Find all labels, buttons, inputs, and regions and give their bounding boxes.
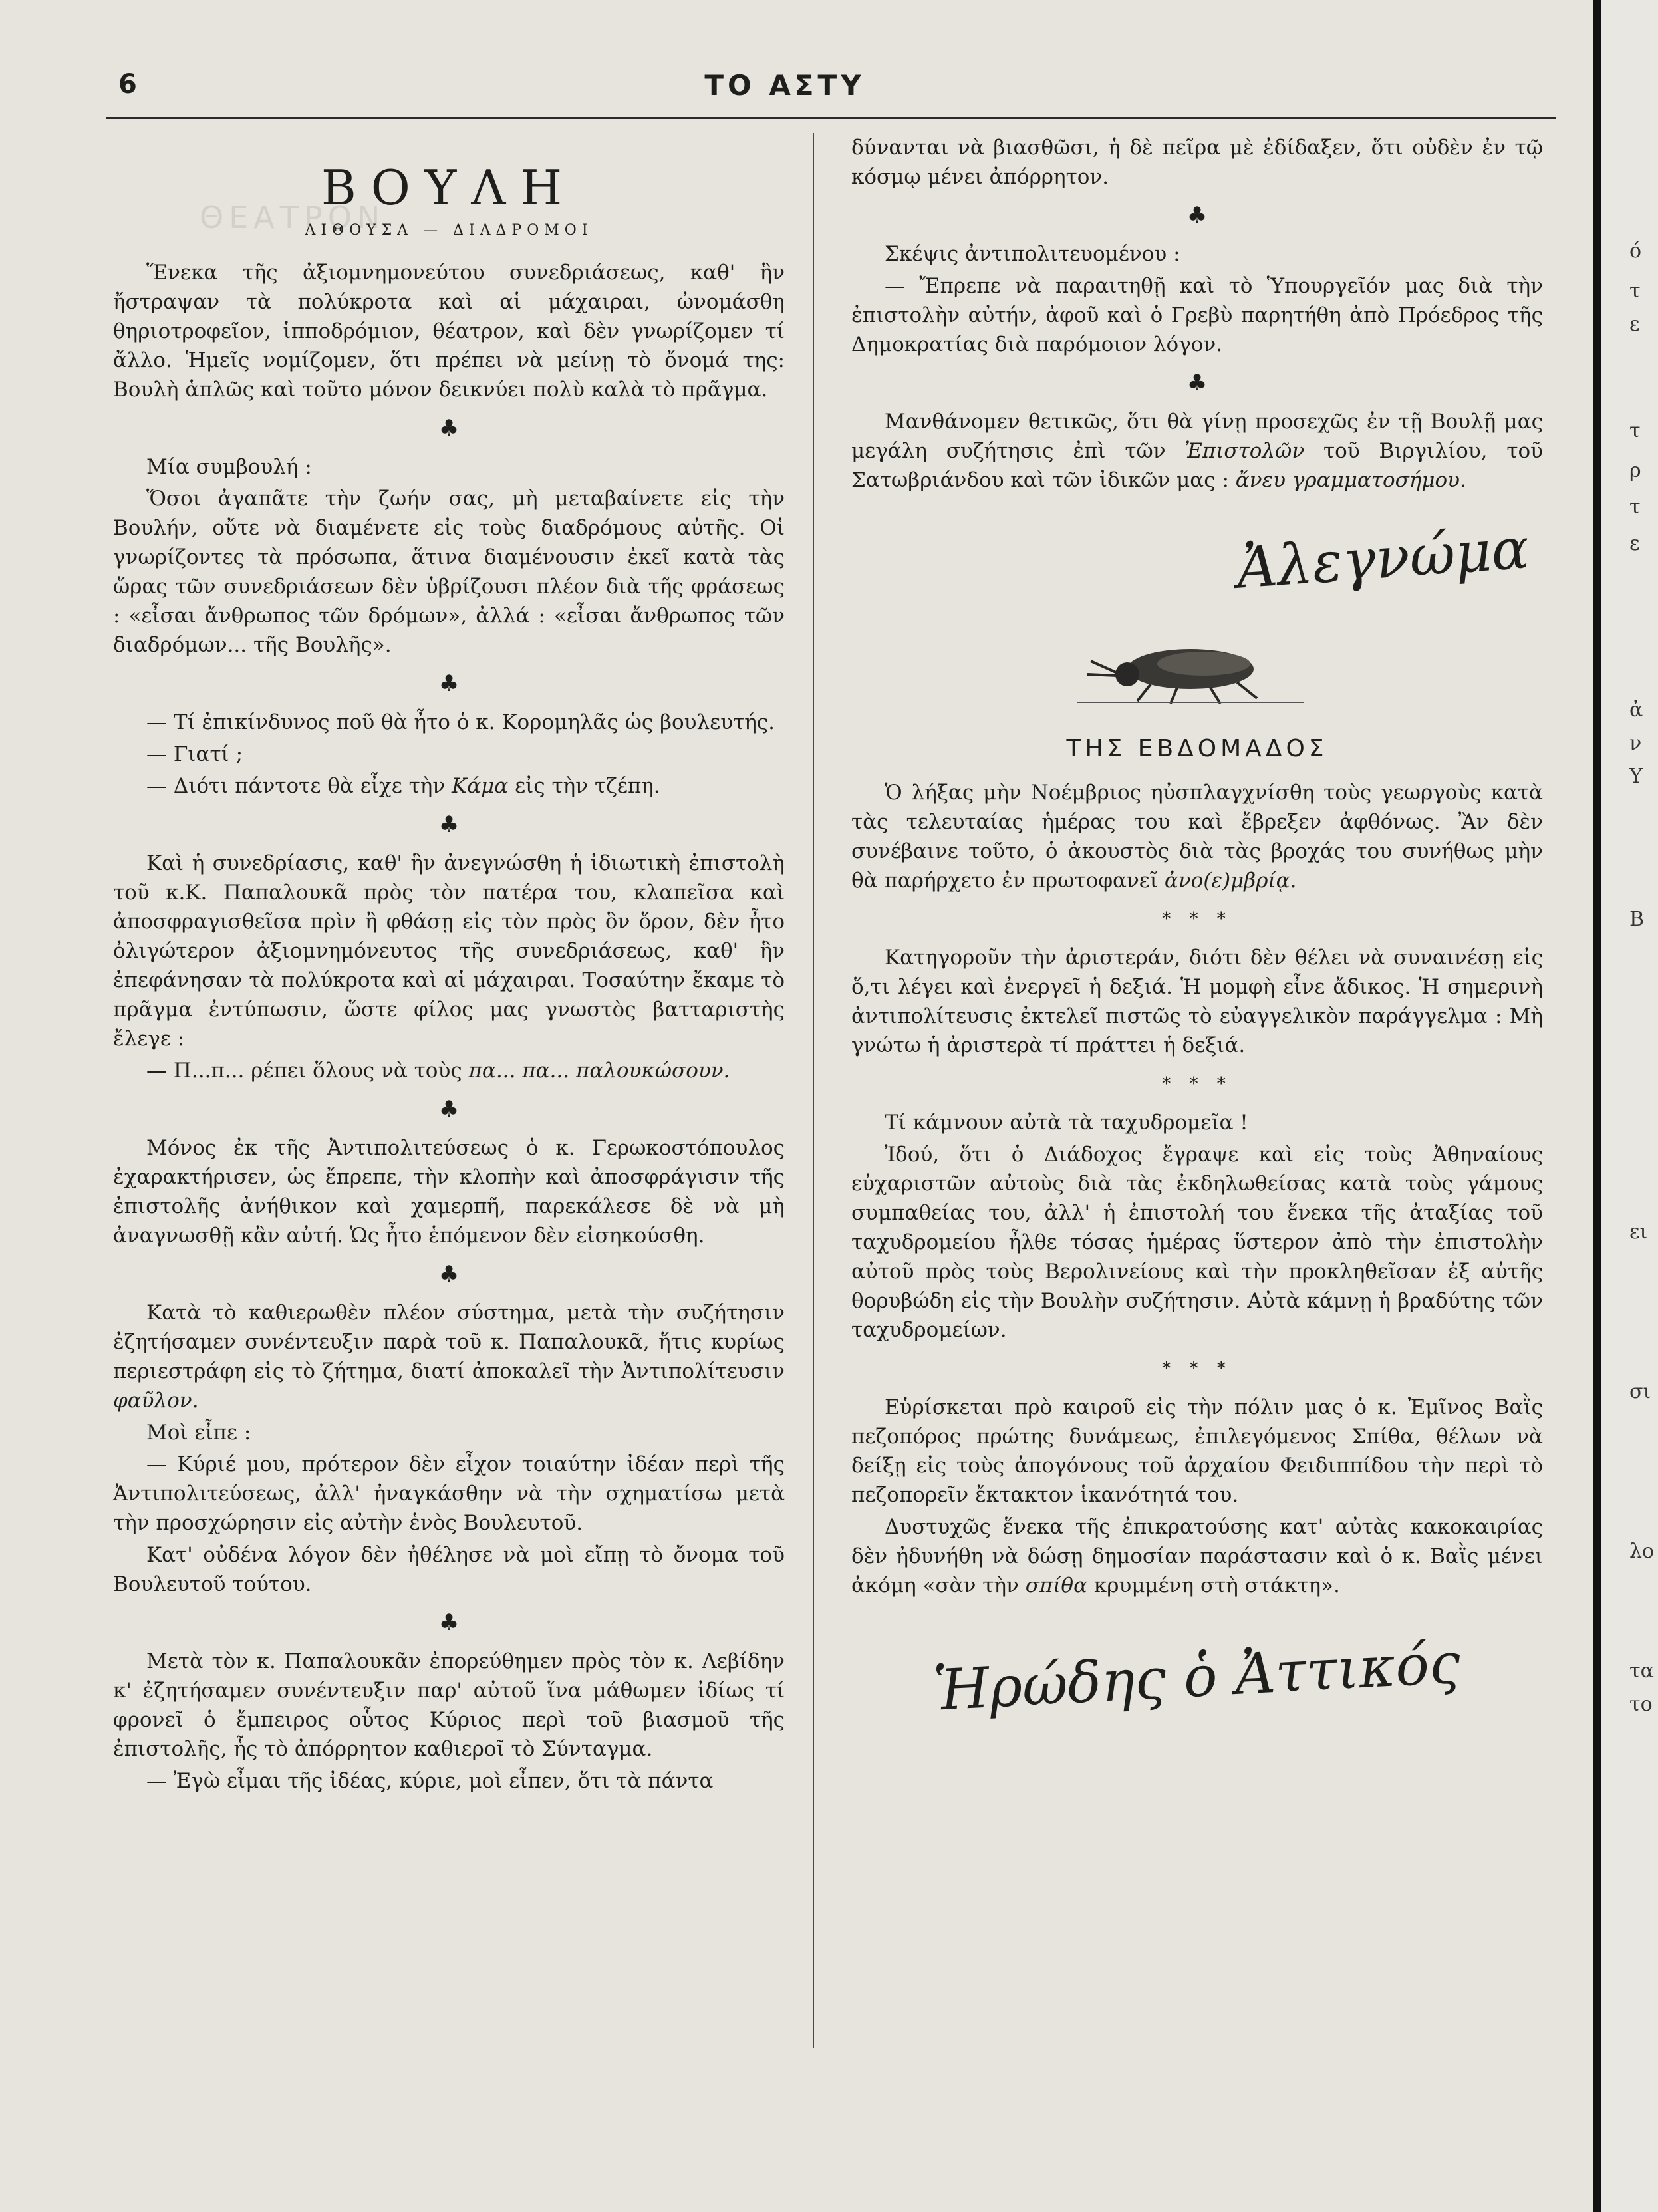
column-divider [813,133,814,2048]
adjacent-page-fragment: λο [1629,1540,1655,1563]
article-paragraph: Μετὰ τὸν κ. Παπαλουκᾶν ἐπορεύθημεν πρὸς τὸν κ. Λεβίδην κ' ἐζητήσαμεν συνέντευξιν παρ' αὐτοῦ ἵνα μάθωμεν ἰδίως τί φρονεῖ ὁ ἔμπειρος οὗτος Κύριος περὶ τοῦ βιασμοῦ τῆς ἐπιστολῆς, ἧς τὸ ἀπόρρητον καθιεροῖ τὸ Σύνταγμα. [113,1649,785,1761]
club-ornament-icon: ♣ [438,1261,460,1288]
article-paragraph: Ἕνεκα τῆς ἀξιομνημονεύτου συνεδριάσεως, καθ' ἣν ἤστραψαν τὰ πολύκροτα καὶ αἱ μάχαιραι, ὠνομάσθη θηριοτροφεῖον, ἱπποδρόμιον, θέατρον, καὶ δὲν γνωρίζομεν τί ἄλλο. Ἡμεῖς νομίζομεν, ὅτι πρέπει νὰ μείνῃ τὸ ὄνομά της: Βουλὴ ἁπλῶς καὶ τοῦτο μόνον δεικνύει πολὺ καλὰ τὸ πρᾶγμα. [113,261,785,402]
article-paragraph: Μόνος ἐκ τῆς Ἀντιπολιτεύσεως ὁ κ. Γερωκοστόπουλος ἐχαρακτήρισεν, ὡς ἔπρεπε, τὴν κλοπὴν καὶ ἀποσφράγισιν τῆς ἐπιστολῆς ἀνήθικον καὶ χαμερπῆ, παρεκάλεσε δὲ νὰ μὴ ἀναγνωσθῇ κἂν αὐτή. Ὡς ἦτο ἑπόμενον δὲν εἰσηκούσθη. [113,1136,785,1248]
article-paragraph: Μανθάνομεν θετικῶς, ὅτι θὰ γίνῃ προσεχῶς ἐν τῇ Βουλῇ μας μεγάλη συζήτησις ἐπὶ τῶν Ἐπιστολῶν τοῦ Βιργιλίου, τοῦ Σατωβριάνδου καὶ τῶν ἰδικῶν μας : ἄνευ γραμματοσήμου. [851,410,1543,492]
section-separator: * * * [1162,1074,1232,1094]
article-paragraph: Ἰδού, ὅτι ὁ Διάδοχος ἔγραψε καὶ εἰς τοὺς Ἀθηναίους εὐχαριστῶν αὐτοὺς διὰ τὰς ἐκδηλωθείσας κατὰ τοὺς γάμους συμπαθείας του, ἀλλ' ἡ ἐπιστολή του ἕνεκα τῆς ἀταξίας τοῦ ταχυδρομείου ἦλθε τόσας ἡμέρας ὕστερον ἀπὸ τὴν ἐπιστολὴν αὐτοῦ πρὸς τοὺς Βερολινείους καὶ τὴν προκληθεῖσαν ἐξ αὐτῆς θορυβώδη εἰς τὴν Βουλὴν συζήτησιν. Αὐτὰ κάμνῃ ἡ βραδύτης τῶν ταχυδρομείων. [851,1143,1543,1342]
adjacent-page-fragment: τ [1629,419,1641,442]
article-paragraph: Κατηγοροῦν τὴν ἀριστεράν, διότι δὲν θέλει νὰ συναινέσῃ εἰς ὅ,τι λέγει καὶ ἐνεργεῖ ἡ δεξιά. Ἡ μομφὴ εἶνε ἄδικος. Ἡ σημερινὴ ἀντιπολίτευσις ἐκτελεῖ πιστῶς τὸ εὐαγγελικὸν παράγγελμα : Μὴ γνώτω ἡ ἀριστερὰ τί πράττει ἡ δεξιά. [851,946,1543,1057]
signature-alegnoma: Ἀλεγνώμα [1234,515,1532,601]
background-ghost-text: ΘΕΑΤΡΟΝ [200,200,386,235]
dialog-line: — Γιατί ; [146,742,243,766]
section-separator: * * * [1162,1359,1232,1379]
adjacent-page-fragment: ει [1629,1220,1648,1244]
section-title-vouli: ΒΟΥΛΗ [321,160,577,215]
adjacent-page-fragment: ρ [1629,459,1641,482]
adjacent-page-fragment: σι [1629,1380,1651,1403]
club-ornament-icon: ♣ [438,811,460,838]
adjacent-page-fragment: το [1629,1693,1653,1716]
adjacent-page-edge [1593,0,1658,2212]
article-paragraph: Τί κάμνουν αὐτὰ τὰ ταχυδρομεῖα ! [885,1111,1248,1135]
adjacent-page-fragment: ε [1629,313,1640,336]
beetle-illustration-icon [1077,634,1304,708]
article-paragraph: Μία συμβουλή : [146,455,312,479]
adjacent-page-fragment: τ [1629,495,1641,519]
adjacent-page-fragment: Υ [1629,765,1643,788]
article-paragraph: Σκέψις ἀντιπολιτευομένου : [885,242,1180,266]
article-paragraph: δύνανται νὰ βιασθῶσι, ἡ δὲ πεῖρα μὲ ἐδίδαξεν, ὅτι οὐδὲν ἐν τῷ κόσμῳ μένει ἀπόρρητον. [851,136,1543,189]
dialog-line: — Κύριέ μου, πρότερον δὲν εἶχον τοιαύτην ἰδέαν περὶ τῆς Ἀντιπολιτεύσεως, ἀλλ' ἠναγκάσθην νὰ τὴν σχηματίσω μετὰ τὴν προσχώρησιν εἰς αὐτὴν ἑνὸς Βουλευτοῦ. [113,1452,785,1535]
section-title-evdomados: ΤΗΣ ΕΒΔΟΜΑΔΟΣ [1066,735,1328,762]
adjacent-page-fragment: τα [1629,1659,1654,1683]
newspaper-title: ΤΟ ΑΣΤΥ [704,69,865,102]
adjacent-page-fragment: ἀ [1629,698,1643,722]
adjacent-page-fragment: τ [1629,279,1641,303]
dialog-line: — Π...π... ρέπει ὅλους νὰ τοὺς πα... πα... παλουκώσουν. [146,1059,730,1083]
dialog-line: — Ἐγὼ εἶμαι τῆς ἰδέας, κύριε, μοὶ εἶπεν, ὅτι τὰ πάντα [146,1769,714,1793]
club-ornament-icon: ♣ [1186,202,1208,229]
section-separator: * * * [1162,909,1232,929]
club-ornament-icon: ♣ [438,1096,460,1123]
club-ornament-icon: ♣ [438,415,460,442]
section-subtitle: ΑΙΘΟΥΣΑ — ΔΙΑΔΡΟΜΟΙ [305,222,593,239]
signature-herodes-atticus: Ἡρώδης ὁ Ἀττικός [932,1630,1462,1723]
adjacent-page-fragment: Β [1629,908,1645,931]
article-paragraph: Εὑρίσκεται πρὸ καιροῦ εἰς τὴν πόλιν μας ὁ κ. Ἐμῖνος Βαῒς πεζοπόρος πρώτης δυνάμεως, ἐπιλεγόμενος Σπίθα, θέλων νὰ δείξῃ εἰς τοὺς ἀπογόνους τοῦ ἀρχαίου Φειδιππίδου τὴν περὶ τὸ πεζοπορεῖν ἔκτακτον ἱκανότητά του. [851,1395,1543,1507]
right-column [851,133,1543,1723]
left-column [113,153,785,1798]
adjacent-page-fragment: ν [1629,732,1642,755]
article-paragraph: Κατ' οὐδένα λόγον δὲν ἠθέλησε νὰ μοὶ εἴπῃ τὸ ὄνομα τοῦ Βουλευτοῦ τούτου. [113,1543,785,1596]
adjacent-page-fragment: ό [1629,239,1642,263]
article-paragraph: Ὁ λήξας μὴν Νοέμβριος ηὐσπλαγχνίσθη τοὺς γεωργοὺς κατὰ τὰς τελευταίας ἡμέρας του καὶ ἔβρεξεν ἀφθόνως. Ἂν δὲν συνέβαινε τοῦτο, ὁ ἀκουστὸς διὰ τὰς βροχάς του συνήθως μὴν θὰ παρήρχετο ἐν πρωτοφανεῖ ἀνο(ε)μβρίᾳ. [851,781,1543,893]
club-ornament-icon: ♣ [438,1609,460,1636]
article-paragraph: Καὶ ἡ συνεδρίασις, καθ' ἣν ἀνεγνώσθη ἡ ἰδιωτικὴ ἐπιστολὴ τοῦ κ.Κ. Παπαλουκᾶ πρὸς τὸν πατέρα του, κλαπεῖσα καὶ ἀποσφραγισθεῖσα πρὶν ἢ φθάσῃ εἰς τὸν πρὸς ὃν ὅρον, δὲν ἦτο ὀλιγώτερον ἀξιομνημόνευτος τῆς συνεδριάσεως, καθ' ἣν ἐπεφάνησαν τὰ πολύκροτα καὶ αἱ μάχαιραι. Τοσαύτην ἔκαμε τὸ πρᾶγμα ἐντύπωσιν, ὥστε φίλος μας γνωστὸς βατταριστὴς ἔλεγε : [113,851,785,1051]
article-paragraph: Κατὰ τὸ καθιερωθὲν πλέον σύστημα, μετὰ τὴν συζήτησιν ἐζητήσαμεν συνέντευξιν παρὰ τοῦ κ. Παπαλουκᾶ, ἥτις κυρίως περιεστράφη εἰς τὸ ζήτημα, διατί ἀποκαλεῖ τὴν Ἀντιπολίτευσιν φαῦλον. [113,1301,785,1413]
article-paragraph: Ὅσοι ἀγαπᾶτε τὴν ζωήν σας, μὴ μεταβαίνετε εἰς τὴν Βουλήν, οὔτε νὰ διαμένετε εἰς τοὺς διαδρόμους αὐτῆς. Οἱ γνωρίζοντες τὰ πρόσωπα, ἅτινα διαμένουσιν ἐκεῖ κατὰ τὰς ὥρας τῶν συνεδριάσεων δὲν ὑβρίζουσι πλέον διὰ τῆς φράσεως : «εἶσαι ἄνθρωπος τῶν δρόμων», ἀλλά : «εἶσαι ἄνθρωπος τῶν διαδρόμων... τῆς Βουλῆς». [113,487,785,657]
club-ornament-icon: ♣ [1186,370,1208,396]
dialog-line: — Ἔπρεπε νὰ παραιτηθῇ καὶ τὸ Ὑπουργεῖόν μας διὰ τὴν ἐπιστολὴν αὐτήν, ἀφοῦ καὶ ὁ Γρεβὺ παρητήθη ἀπὸ Πρόεδρος τῆς Δημοκρατίας διὰ παρόμοιον λόγον. [851,274,1543,356]
club-ornament-icon: ♣ [438,670,460,697]
page-number: 6 [118,69,137,100]
dialog-line: — Τί ἐπικίνδυνος ποῦ θὰ ἦτο ὁ κ. Κορομηλᾶς ὡς βουλευτής. [146,710,775,734]
article-paragraph: Δυστυχῶς ἕνεκα τῆς ἐπικρατούσης κατ' αὐτὰς κακοκαιρίας δὲν ἠδυνήθη νὰ δώσῃ δημοσίαν παράστασιν καὶ ὁ κ. Βαῒς μένει ἀκόμη «σὰν τὴν σπίθα κρυμμένη στὴ στάκτη». [851,1515,1543,1597]
header-rule [106,117,1556,119]
article-paragraph: Μοὶ εἶπε : [146,1421,251,1445]
dialog-line: — Διότι πάντοτε θὰ εἶχε τὴν Κάμα εἰς τὴν τζέπη. [146,774,660,798]
page-gutter [1593,0,1601,2212]
adjacent-page-fragment: ε [1629,532,1640,555]
